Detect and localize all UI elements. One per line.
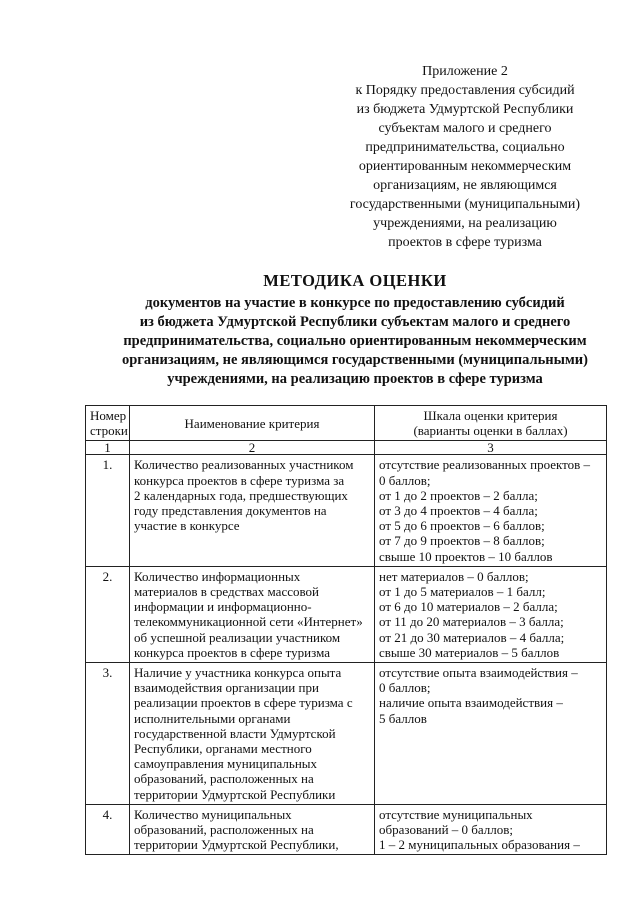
criterion-line: территории Удмуртской Республики <box>134 786 336 802</box>
criteria-table <box>85 405 607 855</box>
header-num <box>86 406 130 441</box>
header-num-line: строки <box>90 423 128 439</box>
criterion-line: Наличие у участника конкурса опыта <box>134 665 342 681</box>
scale-line: образований – 0 баллов; <box>379 822 514 838</box>
scale-line: 0 баллов; <box>379 472 431 488</box>
criterion-line: телекоммуникационной сети «Интернет» <box>134 614 363 630</box>
criterion-line: конкурса проектов в сфере туризма за <box>134 472 345 488</box>
criterion-line: 2 календарных года, предшествующих <box>134 487 348 503</box>
scale-line: от 21 до 30 материалов – 4 балла; <box>379 629 565 645</box>
appendix-line: предпринимательства, социально <box>365 140 565 155</box>
column-number-row <box>86 441 607 455</box>
appendix-line: субъектам малого и среднего <box>378 121 552 136</box>
criterion-line: об успешной реализации участником <box>134 629 341 645</box>
scale-line: от 3 до 4 проектов – 4 балла; <box>379 503 538 519</box>
appendix-line: ориентированным некоммерческим <box>358 159 572 174</box>
criterion-line: территории Удмуртской Республики, <box>134 837 339 853</box>
appendix-block <box>340 62 590 252</box>
criterion-line: реализации проектов в сфере туризма с <box>134 695 353 711</box>
criterion-line: информации и информационно- <box>134 599 312 615</box>
row-number: 3. <box>86 663 130 805</box>
header-scale-line: Шкала оценки критерия <box>423 408 558 423</box>
criterion-line: Количество реализованных участником <box>134 457 354 473</box>
subtitle-line: организациям, не являющимся государственными (муниципальными) <box>121 352 588 368</box>
row-criterion <box>130 566 375 662</box>
criterion-line: образований, расположенных на <box>134 771 314 787</box>
table-row <box>86 804 607 855</box>
table-row <box>86 455 607 566</box>
scale-line: от 6 до 10 материалов – 2 балла; <box>379 599 558 615</box>
scale-line: от 11 до 20 материалов – 3 балла; <box>379 614 564 630</box>
row-scale <box>375 663 607 805</box>
scale-line: от 5 до 6 проектов – 6 баллов; <box>379 518 545 534</box>
scale-line: 5 баллов <box>379 710 427 726</box>
scale-line: от 1 до 5 материалов – 1 балл; <box>379 584 546 600</box>
title-main: МЕТОДИКА ОЦЕНКИ <box>263 271 447 290</box>
table-row <box>86 663 607 805</box>
appendix-line: государственными (муниципальными) <box>349 197 581 212</box>
scale-line: отсутствие муниципальных <box>379 806 533 822</box>
scale-line: нет материалов – 0 баллов; <box>379 568 529 584</box>
row-criterion <box>130 804 375 855</box>
row-scale <box>375 566 607 662</box>
criterion-line: исполнительными органами <box>134 710 291 726</box>
scale-line: 1 – 2 муниципальных образования – <box>379 837 580 853</box>
criterion-line: образований, расположенных на <box>134 822 314 838</box>
row-criterion <box>130 455 375 566</box>
row-scale <box>375 804 607 855</box>
document-title <box>95 270 615 389</box>
criterion-line: Количество информационных <box>134 568 301 584</box>
subtitle-line: документов на участие в конкурсе по предоставлению субсидий <box>145 295 565 311</box>
criterion-line: конкурса проектов в сфере туризма <box>134 644 330 660</box>
header-scale-line: (варианты оценки в баллах) <box>413 423 568 439</box>
scale-line: наличие опыта взаимодействия – <box>379 695 563 711</box>
scale-line: от 7 до 9 проектов – 8 баллов; <box>379 533 545 549</box>
criterion-line: Количество муниципальных <box>134 806 292 822</box>
table-header-row <box>86 406 607 441</box>
appendix-line: из бюджета Удмуртской Республики <box>356 102 574 117</box>
row-criterion <box>130 663 375 805</box>
subtitle-line: учреждениями, на реализацию проектов в сфере туризма <box>167 371 543 387</box>
column-number: 1 <box>86 441 130 455</box>
table-row <box>86 566 607 662</box>
appendix-line: проектов в сфере туризма <box>388 235 542 250</box>
scale-line: от 1 до 2 проектов – 2 балла; <box>379 487 538 503</box>
column-number: 2 <box>130 441 375 455</box>
row-scale <box>375 455 607 566</box>
header-criterion: Наименование критерия <box>130 406 375 441</box>
scale-line: свыше 30 материалов – 5 баллов <box>379 644 560 660</box>
header-scale <box>375 406 607 441</box>
appendix-line: учреждениями, на реализацию <box>373 216 557 231</box>
appendix-line: организациям, не являющимся <box>373 178 557 193</box>
appendix-line: Приложение 2 <box>422 64 508 79</box>
appendix-line: к Порядку предоставления субсидий <box>355 83 575 98</box>
criterion-line: году представления документов на <box>134 503 327 519</box>
subtitle-line: предпринимательства, социально ориентированным некоммерческим <box>123 333 587 349</box>
subtitle-line: из бюджета Удмуртской Республики субъектам малого и среднего <box>139 314 571 330</box>
row-number: 2. <box>86 566 130 662</box>
column-number: 3 <box>375 441 607 455</box>
criterion-line: Республики, органами местного <box>134 741 312 757</box>
scale-line: свыше 10 проектов – 10 баллов <box>379 548 553 564</box>
criterion-line: участие в конкурсе <box>134 518 240 534</box>
scale-line: отсутствие реализованных проектов – <box>379 457 591 473</box>
scale-line: 0 баллов; <box>379 680 431 696</box>
title-subtitle <box>95 294 615 389</box>
row-number: 4. <box>86 804 130 855</box>
row-number: 1. <box>86 455 130 566</box>
criterion-line: самоуправления муниципальных <box>134 756 318 772</box>
scale-line: отсутствие опыта взаимодействия – <box>379 665 578 681</box>
criterion-line: материалов в средствах массовой <box>134 584 320 600</box>
criterion-line: взаимодействия организации при <box>134 680 319 696</box>
header-num-line: Номер <box>90 408 127 423</box>
criterion-line: государственной власти Удмуртской <box>134 725 336 741</box>
